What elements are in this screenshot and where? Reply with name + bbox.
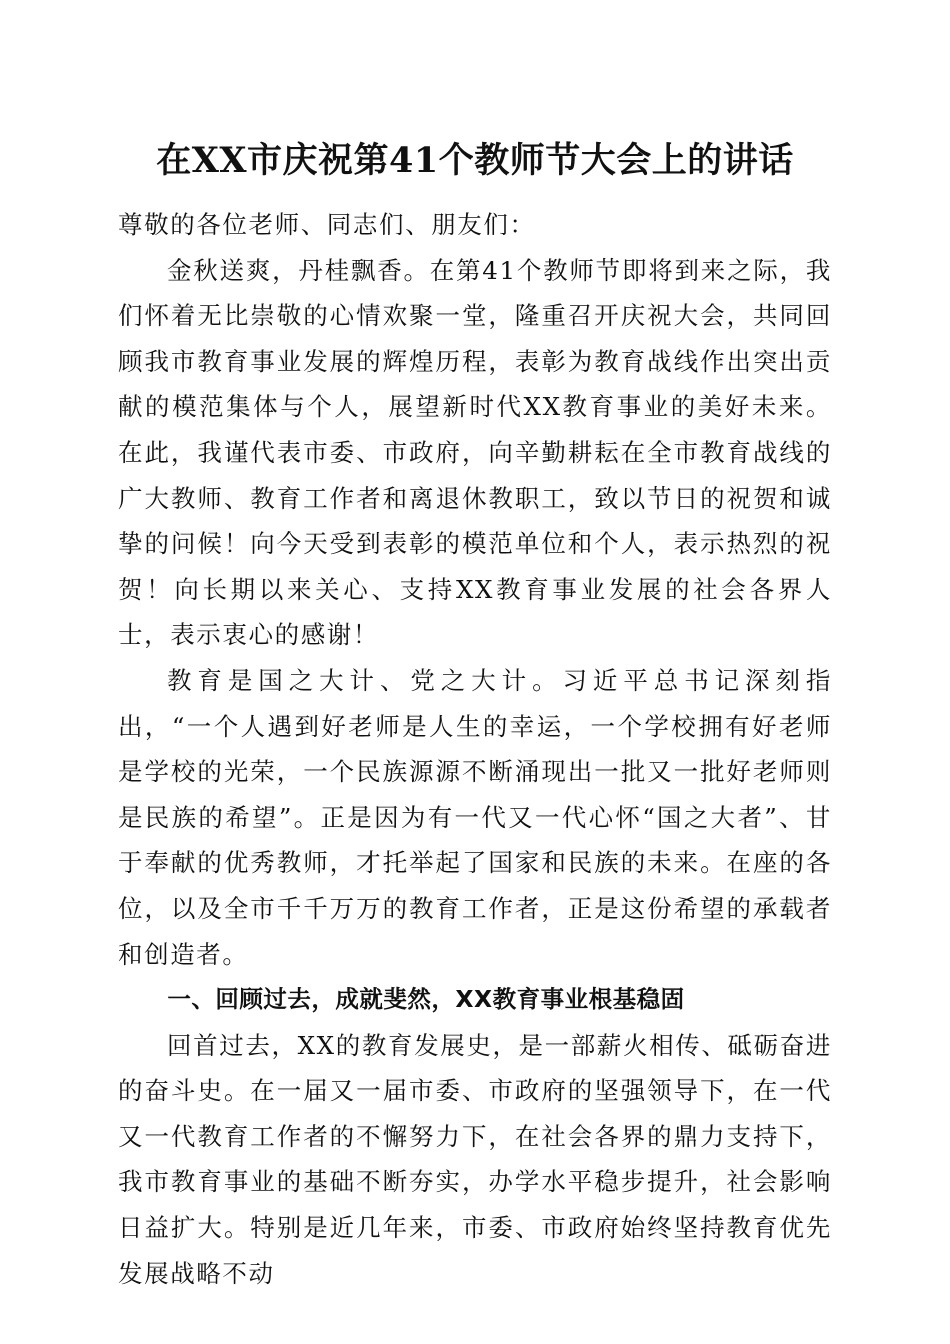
paragraph-education-importance: 教育是国之大计、党之大计。习近平总书记深刻指出，“一个人遇到好老师是人生的幸运，一个学校拥有好老师是学校的光荣，一个民族源源不断涌现出一批又一批好老师则是民族的希望”。正是因为有一代又一代心怀“国之大者”、甘于奉献的优秀教师，才托举起了国家和民族的未来。在座的各位，以及全市千千万万的教育工作者，正是这份希望的承载者和创造者。 <box>118 665 832 969</box>
section-heading: 一、回顾过去，成就斐然，XX教育事业根基稳固 <box>167 985 685 1014</box>
document-body <box>118 202 832 1296</box>
document-title: 在XX市庆祝第41个教师节大会上的讲话 <box>156 140 794 181</box>
paragraph-review-past: 回首过去，XX的教育发展史，是一部薪火相传、砥砺奋进的奋斗史。在一届又一届市委、市政府的坚强领导下，在一代又一代教育工作者的不懈努力下，在社会各界的鼎力支持下，我市教育事业的基础不断夯实，办学水平稳步提升，社会影响日益扩大。特别是近几年来，市委、市政府始终坚持教育优先发展战略不动 <box>118 1030 832 1288</box>
salutation: 尊敬的各位老师、同志们、朋友们： <box>118 210 536 239</box>
paragraph-opening: 金秋送爽，丹桂飘香。在第41个教师节即将到来之际，我们怀着无比崇敬的心情欢聚一堂，隆重召开庆祝大会，共同回顾我市教育事业发展的辉煌历程，表彰为教育战线作出突出贡献的模范集体与个人，展望新时代XX教育事业的美好未来。在此，我谨代表市委、市政府，向辛勤耕耘在全市教育战线的广大教师、教育工作者和离退休教职工，致以节日的祝贺和诚挚的问候！向今天受到表彰的模范单位和个人，表示热烈的祝贺！向长期以来关心、支持XX教育事业发展的社会各界人士，表示衷心的感谢！ <box>118 255 832 650</box>
